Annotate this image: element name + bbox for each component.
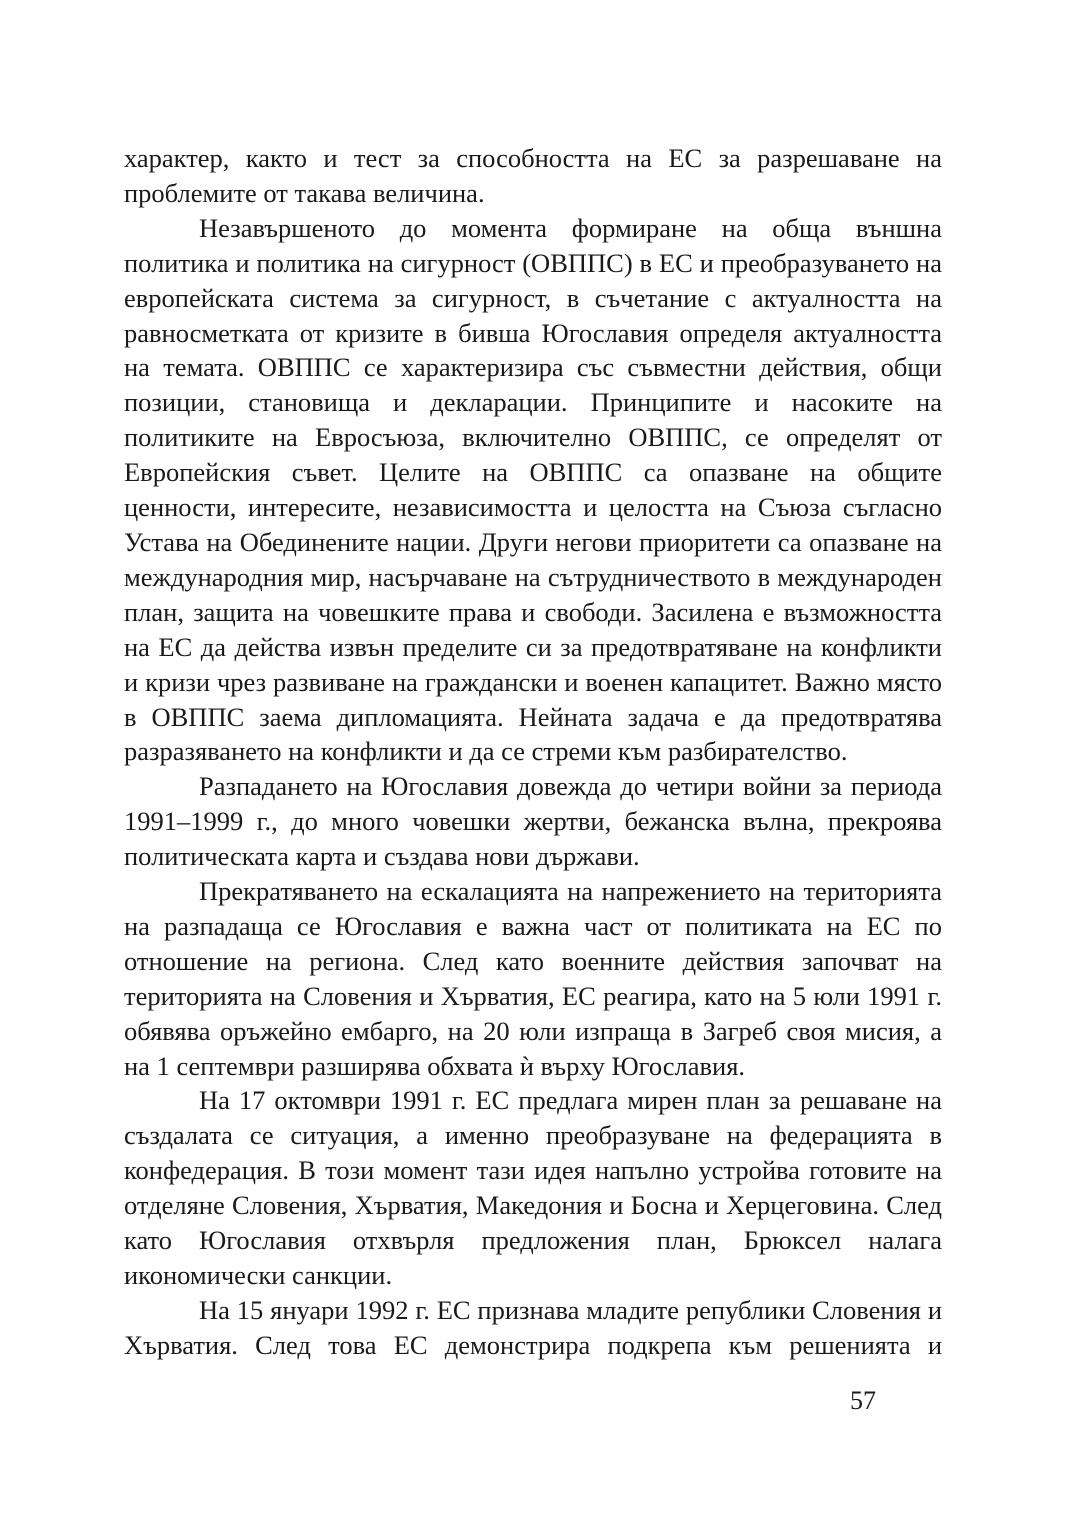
body-text <box>124 141 942 1363</box>
paragraph-5: На 17 октомври 1991 г. ЕС предлага мирен план за решаване на създалата се ситуация, а именно преобразуване на федерацията в конфедерация. В този момент тази идея напълно устройва готовите на отделяне Словения, Хърватия, Македония и Босна и Херцеговина. След като Югославия отхвърля предложения план, Брюксел налага икономически санкции. <box>124 1085 942 1290</box>
page-number: 57 <box>850 1386 876 1415</box>
paragraph-3: Разпадането на Югославия довежда до четири войни за периода 1991–1999 г., до много човешки жертви, бежанска вълна, прекроява политическата карта и създава нови държави. <box>124 771 942 872</box>
paragraph-1: характер, както и тест за способността на ЕС за разрешаване на проблемите от такава величина. <box>124 143 942 208</box>
paragraph-6: На 15 януари 1992 г. ЕС признава младите републики Словения и Хърватия. След това ЕС демонстрира подкрепа към решенията и <box>124 1294 942 1360</box>
paragraph-4: Прекратяването на ескалацията на напрежението на територията на разпадаща се Югославия е важна част от политиката на ЕС по отношение на региона. След като военните действия започват на територията на Словения и Хърватия, ЕС реагира, като на 5 юли 1991 г. обявява оръжейно ембарго, на 20 юли изпраща в Загреб своя мисия, а на 1 септември разширява обхвата ѝ върху Югославия. <box>124 876 942 1081</box>
paragraph-2: Незавършеното до момента формиране на обща външна политика и политика на сигурност (ОВППС) в ЕС и преобразуването на европейската система за сигурност, в съчетание с актуалността на равносметката от кризите в бивша Югославия определя актуалността на темата. ОВППС се характеризира със съвместни действия, общи позиции, становища и декларации. Принципите и насоките на политиките на Евросъюза, включително ОВППС, се определят от Европейския съвет. Целите на ОВППС са опазване на общите ценности, интересите, независимостта и целостта на Съюза съгласно Устава на Обединените нации. Други негови приоритети са опазване на международния мир, насърчаване на сътрудничеството в международен план, защита на човешките права и свободи. Засилена е възможността на ЕС да действа извън пределите си за предотвратяване на конфликти и кризи чрез развиване на граждански и военен капацитет. Важно място в ОВППС заема дипломацията. Нейната задача е да предотвратява разразяването на конфликти и да се стреми към разбирателство. <box>124 212 942 767</box>
